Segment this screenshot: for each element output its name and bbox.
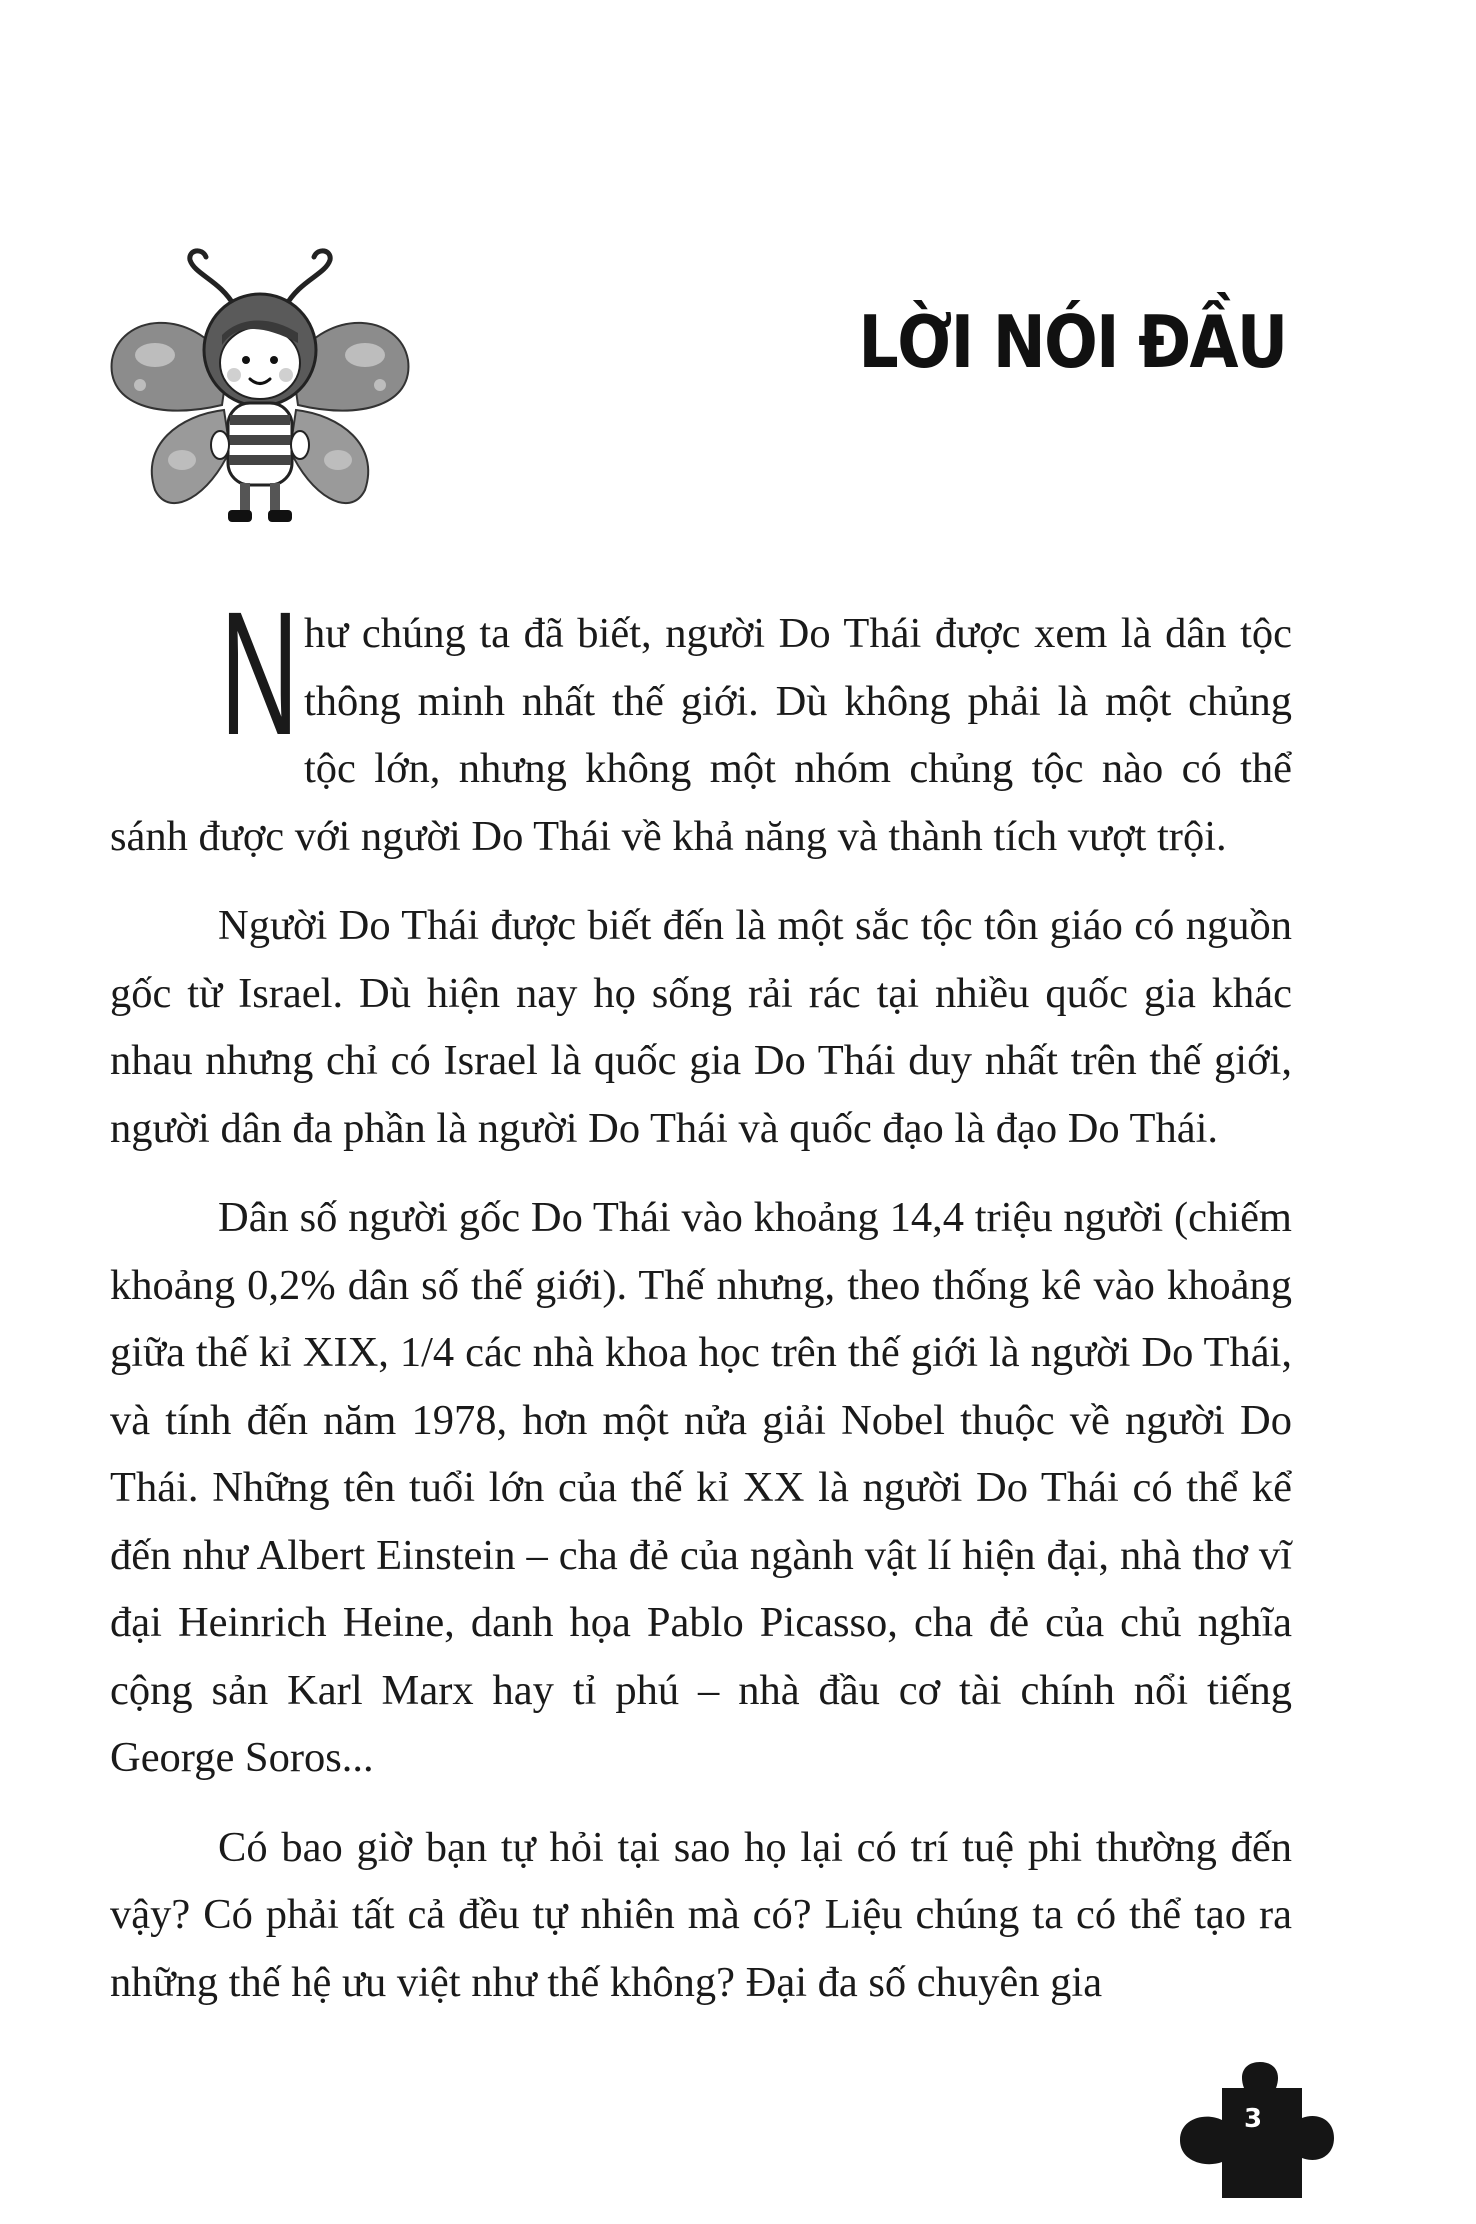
paragraph-2: Người Do Thái được biết đến là một sắc tộc tôn giáo có nguồn gốc từ Israel. Dù hiện nay họ sống rải rác tại nhiều quốc gia khác nhau nhưng chỉ có Israel là quốc gia Do Thái duy nhất trên thế giới, người dân đa phần là người Do Thái và quốc đạo là đạo Do Thái. (110, 902, 1292, 1152)
chapter-title: LỜI NÓI ĐẦU (857, 300, 1286, 384)
paragraph-1-text: hư chúng ta đã biết, người Do Thái được xem là dân tộc thông minh nhất thế giới. Dù không phải là một chủng tộc lớn, nhưng không một nhóm chủng tộc nào có thể sánh được với người Do Thái về khả năng và thành tích vượt trội. (110, 610, 1292, 860)
drop-cap: N (220, 576, 299, 772)
paragraph-4: Có bao giờ bạn tự hỏi tại sao họ lại có trí tuệ phi thường đến vậy? Có phải tất cả đều tự nhiên mà có? Liệu chúng ta có thể tạo ra những thế hệ ưu việt như thế không? Đại đa số chuyên gia (110, 1823, 1292, 2006)
butterfly-child-icon (110, 245, 410, 545)
paragraph-3: Dân số người gốc Do Thái vào khoảng 14,4 triệu người (chiếm khoảng 0,2% dân số thế giới). Thế nhưng, theo thống kê vào khoảng giữa thế kỉ XIX, 1/4 các nhà khoa học trên thế giới là người Do Thái, và tính đến năm 1978, hơn một nửa giải Nobel thuộc về người Do Thái. Những tên tuổi lớn của thế kỉ XX là người Do Thái có thể kể đến như Albert Einstein – cha đẻ của ngành vật lí hiện đại, nhà thơ vĩ đại Heinrich Heine, danh họa Pablo Picasso, cha đẻ của chủ nghĩa cộng sản Karl Marx hay tỉ phú – nhà đầu cơ tài chính nổi tiếng George Soros... (110, 1194, 1292, 1781)
page-number: 3 (1243, 2104, 1263, 2134)
paragraph-1 (110, 576, 1292, 870)
body-text (110, 576, 1292, 2038)
